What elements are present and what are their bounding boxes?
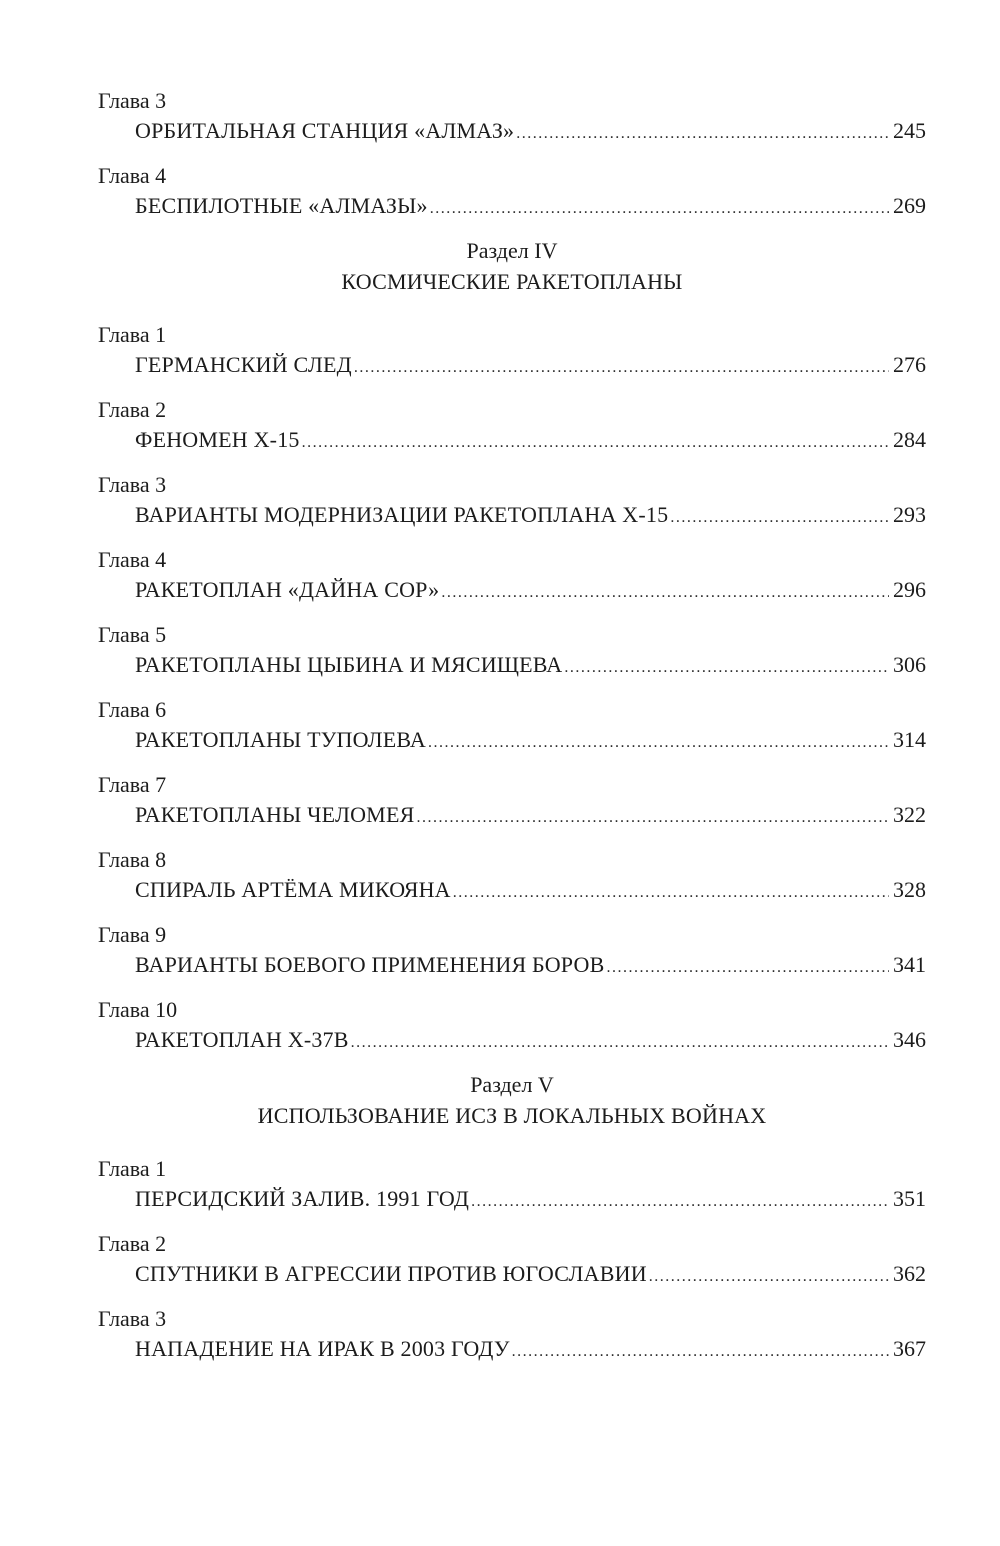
page-number: 328 <box>893 877 926 902</box>
chapter-label: Глава 1 <box>98 322 167 347</box>
dot-leader <box>351 1028 889 1058</box>
dot-leader <box>471 1187 889 1217</box>
dot-leader <box>441 578 889 608</box>
page-number: 314 <box>893 727 926 752</box>
chapter-title: ВАРИАНТЫ БОЕВОГО ПРИМЕНЕНИЯ БОРОВ <box>135 952 605 977</box>
chapter-title: ФЕНОМЕН Х-15 <box>135 427 300 452</box>
toc-entry[interactable] <box>98 920 926 982</box>
toc-entry[interactable] <box>98 470 926 532</box>
page-number: 367 <box>893 1336 926 1361</box>
chapter-label: Глава 3 <box>98 1306 167 1331</box>
section-label: Раздел IV <box>466 238 558 263</box>
chapter-label: Глава 1 <box>98 1156 167 1181</box>
chapter-title: РАКЕТОПЛАН «ДАЙНА СОР» <box>135 577 440 602</box>
chapter-label: Глава 5 <box>98 622 167 647</box>
section-v-chapters <box>98 1154 926 1366</box>
page-number: 346 <box>893 1027 926 1052</box>
chapter-label: Глава 3 <box>98 88 167 113</box>
page-number: 341 <box>893 952 926 977</box>
chapter-label: Глава 3 <box>98 472 167 497</box>
section-heading-iv <box>98 236 926 298</box>
dot-leader <box>606 953 889 983</box>
chapter-title-line <box>98 1184 926 1216</box>
page-number: 284 <box>893 427 926 452</box>
page-number: 306 <box>893 652 926 677</box>
previous-section-tail <box>98 86 926 223</box>
dot-leader <box>512 1337 889 1367</box>
toc-entry[interactable] <box>98 995 926 1057</box>
page-number: 296 <box>893 577 926 602</box>
chapter-title: СПУТНИКИ В АГРЕССИИ ПРОТИВ ЮГОСЛАВИИ <box>135 1261 647 1286</box>
chapter-title: РАКЕТОПЛАНЫ ЦЫБИНА И МЯСИЩЕВА <box>135 652 563 677</box>
chapter-title: ПЕРСИДСКИЙ ЗАЛИВ. 1991 ГОД <box>135 1186 470 1211</box>
dot-leader <box>453 878 889 908</box>
toc-entry[interactable] <box>98 545 926 607</box>
dot-leader <box>354 353 889 383</box>
toc-entry[interactable] <box>98 1154 926 1216</box>
toc-entry[interactable] <box>98 1304 926 1366</box>
chapter-title: БЕСПИЛОТНЫЕ «АЛМАЗЫ» <box>135 193 428 218</box>
dot-leader <box>302 428 889 458</box>
table-of-contents <box>98 86 926 1379</box>
dot-leader <box>670 503 889 533</box>
toc-entry[interactable] <box>98 86 926 148</box>
toc-entry[interactable] <box>98 395 926 457</box>
chapter-title: РАКЕТОПЛАНЫ ЧЕЛОМЕЯ <box>135 802 415 827</box>
chapter-label: Глава 10 <box>98 997 178 1022</box>
toc-entry[interactable] <box>98 620 926 682</box>
chapter-title-line <box>98 1025 926 1057</box>
section-title: ИСПОЛЬЗОВАНИЕ ИСЗ В ЛОКАЛЬНЫХ ВОЙНАХ <box>257 1103 767 1128</box>
chapter-title-line <box>98 1334 926 1366</box>
chapter-title-line <box>98 425 926 457</box>
chapter-label: Глава 2 <box>98 1231 167 1256</box>
chapter-title-line <box>98 725 926 757</box>
dot-leader <box>428 728 889 758</box>
chapter-label: Глава 2 <box>98 397 167 422</box>
page-number: 351 <box>893 1186 926 1211</box>
dot-leader <box>649 1262 889 1292</box>
chapter-title-line <box>98 500 926 532</box>
chapter-title: РАКЕТОПЛАНЫ ТУПОЛЕВА <box>135 727 426 752</box>
toc-entry[interactable] <box>98 161 926 223</box>
chapter-title-line <box>98 1259 926 1291</box>
chapter-label: Глава 7 <box>98 772 167 797</box>
chapter-label: Глава 4 <box>98 163 167 188</box>
page-number: 362 <box>893 1261 926 1286</box>
chapter-title: РАКЕТОПЛАН Х-37В <box>135 1027 349 1052</box>
chapter-title-line <box>98 575 926 607</box>
section-label: Раздел V <box>470 1072 554 1097</box>
chapter-label: Глава 8 <box>98 847 167 872</box>
toc-entry[interactable] <box>98 770 926 832</box>
chapter-title-line <box>98 650 926 682</box>
chapter-title: СПИРАЛЬ АРТЁМА МИКОЯНА <box>135 877 451 902</box>
dot-leader <box>416 803 889 833</box>
chapter-label: Глава 4 <box>98 547 167 572</box>
section-heading-v <box>98 1070 926 1132</box>
page-number: 245 <box>893 118 926 143</box>
toc-entry[interactable] <box>98 695 926 757</box>
section-title: КОСМИЧЕСКИЕ РАКЕТОПЛАНЫ <box>341 269 683 294</box>
chapter-title-line <box>98 950 926 982</box>
page-number: 293 <box>893 502 926 527</box>
chapter-title-line <box>98 350 926 382</box>
page-number: 276 <box>893 352 926 377</box>
chapter-label: Глава 6 <box>98 697 167 722</box>
toc-entry[interactable] <box>98 1229 926 1291</box>
toc-entry[interactable] <box>98 320 926 382</box>
section-iv-chapters <box>98 320 926 1057</box>
chapter-title-line <box>98 191 926 223</box>
toc-entry[interactable] <box>98 845 926 907</box>
chapter-title: ГЕРМАНСКИЙ СЛЕД <box>135 352 352 377</box>
dot-leader <box>516 119 889 149</box>
dot-leader <box>564 653 889 683</box>
chapter-title: НАПАДЕНИЕ НА ИРАК В 2003 ГОДУ <box>135 1336 510 1361</box>
page-number: 322 <box>893 802 926 827</box>
chapter-title-line <box>98 875 926 907</box>
page-number: 269 <box>893 193 926 218</box>
chapter-title: ВАРИАНТЫ МОДЕРНИЗАЦИИ РАКЕТОПЛАНА Х-15 <box>135 502 669 527</box>
dot-leader <box>430 194 889 224</box>
chapter-title-line <box>98 116 926 148</box>
chapter-title-line <box>98 800 926 832</box>
chapter-title: ОРБИТАЛЬНАЯ СТАНЦИЯ «АЛМАЗ» <box>135 118 515 143</box>
chapter-label: Глава 9 <box>98 922 167 947</box>
